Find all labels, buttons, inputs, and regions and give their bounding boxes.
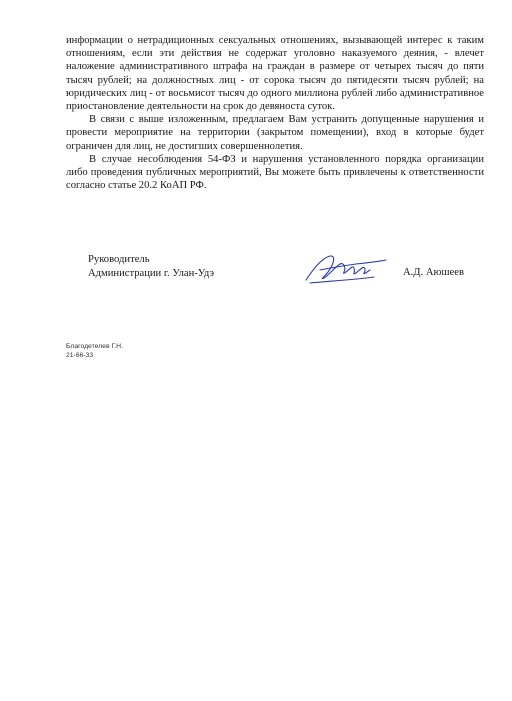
signatory-name: А.Д. Аюшеев [403, 267, 464, 278]
signatory-organization: Администрации г. Улан-Удэ [88, 267, 215, 279]
signatory-position [88, 253, 214, 280]
paragraph-liability-warning: В случае несоблюдения 54-ФЗ и нарушения установленного порядка организации либо проведения публичных мероприятий, Вы можете быть привлечены к ответственности согласно статье 20.2 КоАП РФ. [66, 153, 484, 192]
executor-info [66, 343, 123, 360]
executor-name: Благодетелев Г.Н. [66, 343, 123, 350]
executor-phone: 21-66-33 [66, 351, 94, 359]
paragraph-proposal: В связи с выше изложенным, предлагаем Вам устранить допущенные нарушения и провести мероприятие на территории (закрытом помещении), вход в которые будет ограничен для лиц, не достигших совершеннолетия. [66, 114, 484, 152]
handwritten-signature [300, 250, 392, 290]
letter-body [66, 34, 484, 192]
signatory-title: Руководитель [88, 254, 150, 265]
paragraph-penalty-continuation: информации о нетрадиционных сексуальных отношениях, вызывающей интерес к таким отношениям, если эти действия не содержат уголовно наказуемого деяния, - влечет наложение административного штрафа на граждан в размере от четырех тысяч до пяти тысяч рублей; на должностных лиц - от сорока тысяч до пятидесяти тысяч рублей; на юридических лиц - от восьмисот тысяч до одного миллиона рублей либо административное приостановление деятельности на срок до девяноста суток. [66, 35, 484, 113]
